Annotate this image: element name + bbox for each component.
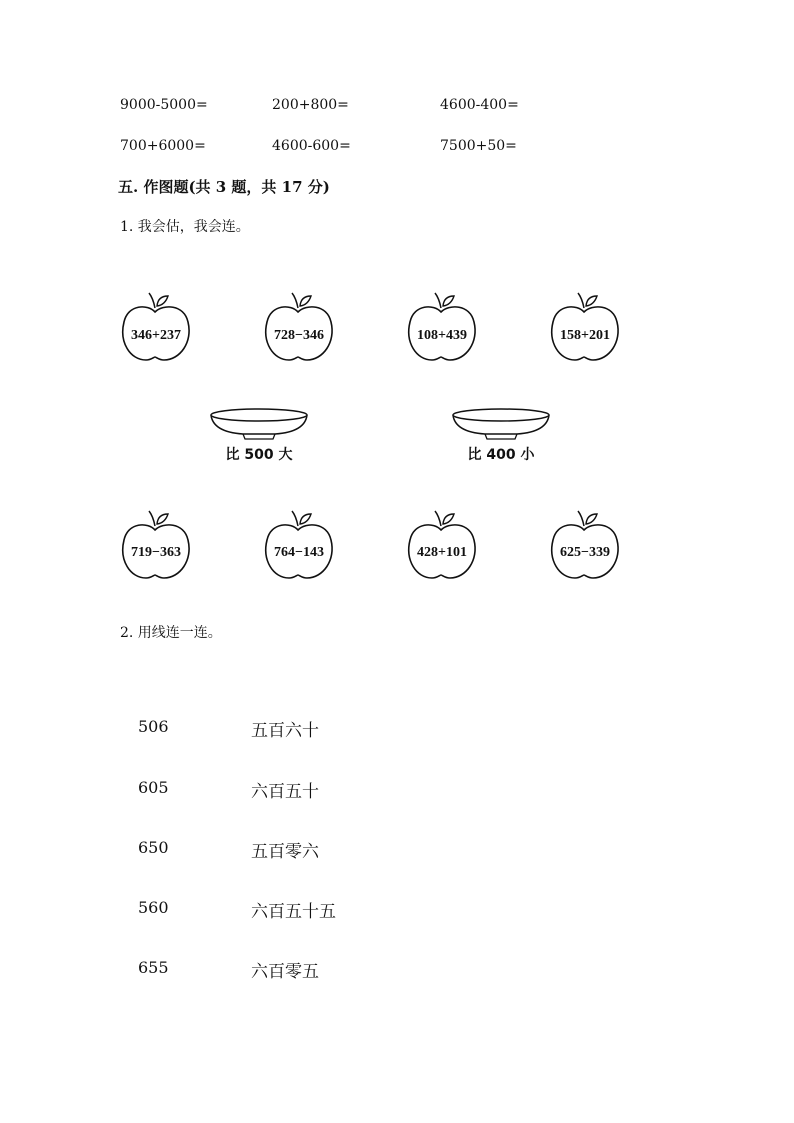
chinese-number-item[interactable]: 六百五十 [251,782,319,802]
plate-label: 比 400 小 [467,447,535,463]
apple-expression: 428+101 [417,545,467,560]
apple-top-1[interactable] [118,290,202,382]
apple-bottom-2[interactable] [261,508,345,600]
chinese-number-item[interactable]: 六百零五 [251,962,319,982]
apple-expression: 625−339 [560,545,610,560]
chinese-number-item[interactable]: 五百零六 [251,842,319,862]
equation-4: 700+6000= [120,138,206,154]
apple-bottom-4[interactable] [547,508,631,600]
chinese-number-item[interactable]: 五百六十 [251,721,319,741]
section-title: 五. 作图题(共 3 题，共 17 分) [118,178,330,196]
plate-label: 比 500 大 [225,447,293,463]
chinese-number-item[interactable]: 六百五十五 [251,902,336,922]
equation-6: 7500+50= [440,138,517,154]
number-item[interactable]: 655 [138,958,169,977]
apple-expression: 719−363 [131,545,181,560]
apple-expression: 728−346 [274,328,324,343]
number-item[interactable]: 506 [138,717,169,736]
plate-icon [451,406,551,442]
apple-top-2[interactable] [261,290,345,382]
plate-2[interactable] [451,406,551,466]
apple-expression: 346+237 [131,328,181,343]
equation-2: 200+800= [272,97,349,113]
question-1-title: 1. 我会估，我会连。 [120,219,250,235]
equation-3: 4600-400= [440,97,519,113]
apple-expression: 764−143 [274,545,324,560]
apple-top-4[interactable] [547,290,631,382]
number-item[interactable]: 560 [138,898,169,917]
number-item[interactable]: 605 [138,778,169,797]
equation-5: 4600-600= [272,138,351,154]
equation-1: 9000-5000= [120,97,208,113]
apple-bottom-1[interactable] [118,508,202,600]
apple-top-3[interactable] [404,290,488,382]
apple-expression: 108+439 [417,328,467,343]
plate-icon [209,406,309,442]
apple-bottom-3[interactable] [404,508,488,600]
plate-1[interactable] [209,406,309,466]
apple-expression: 158+201 [560,328,610,343]
question-2-title: 2. 用线连一连。 [120,625,222,641]
number-item[interactable]: 650 [138,838,169,857]
